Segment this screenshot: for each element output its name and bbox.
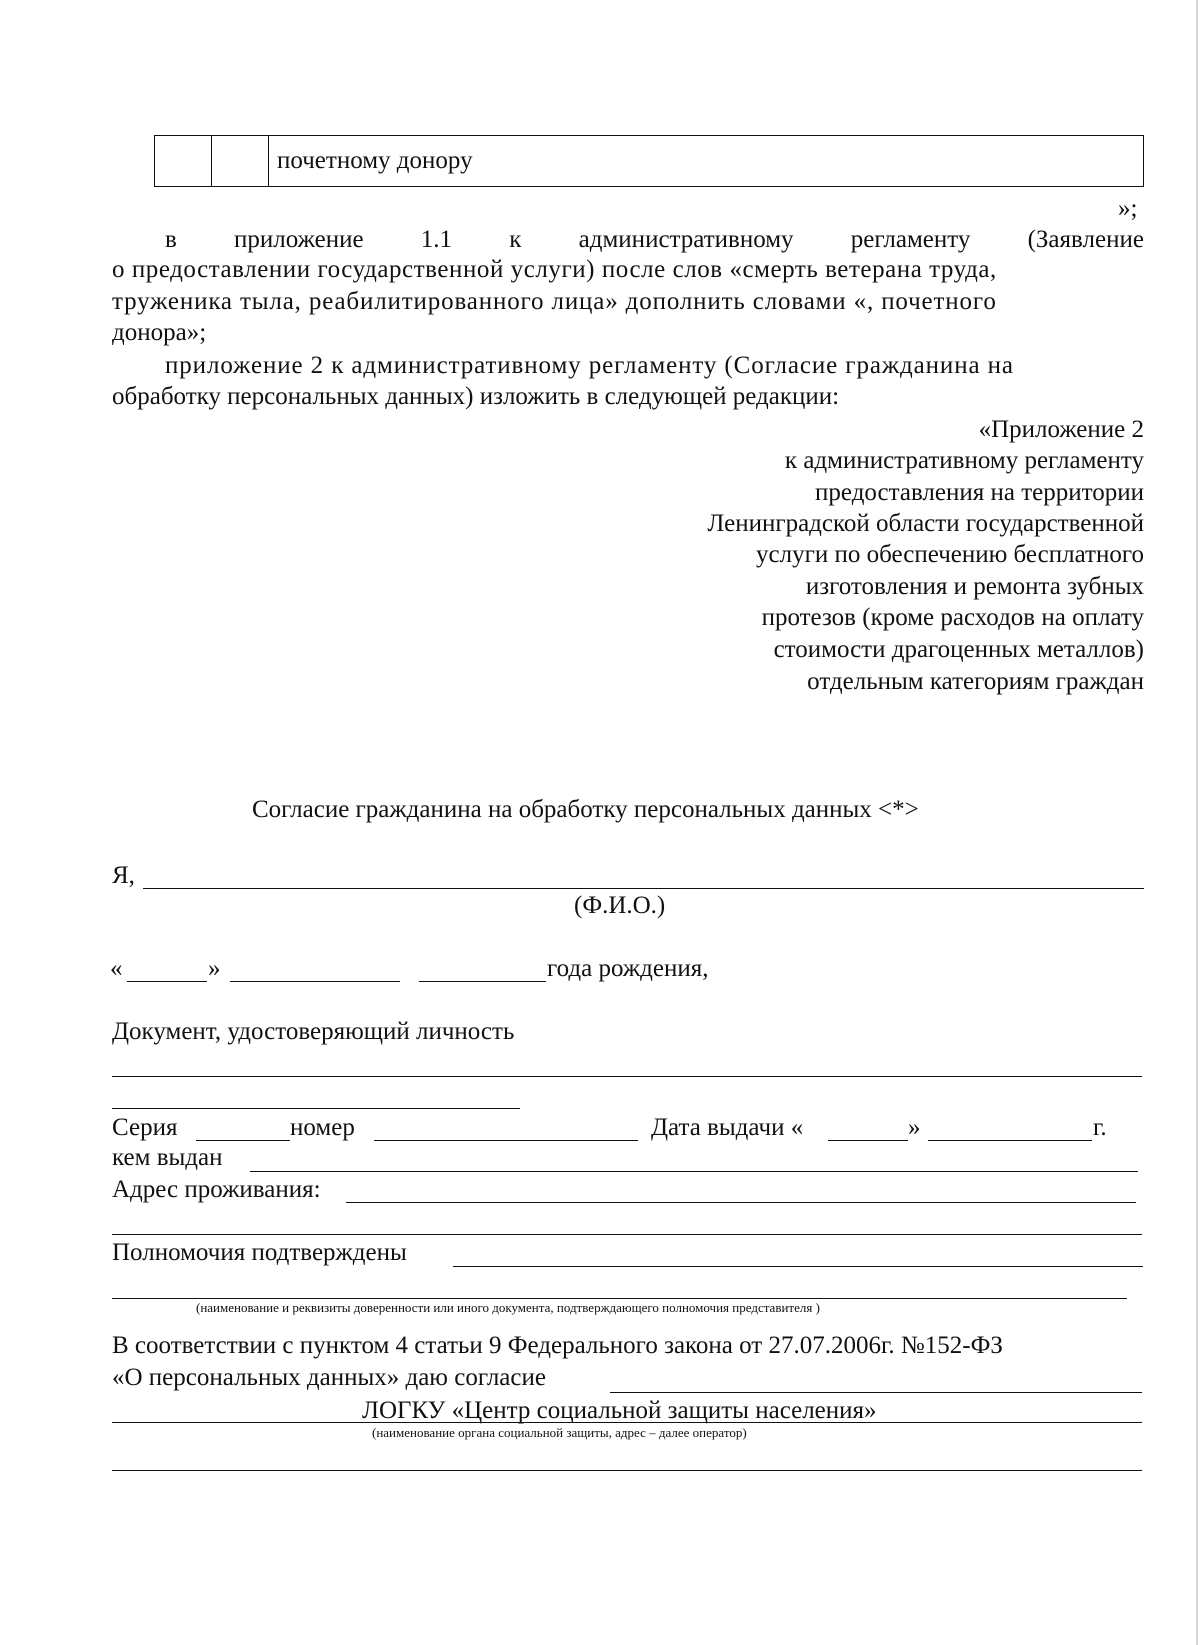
operator-line xyxy=(112,1422,1142,1423)
scan-edge xyxy=(1196,0,1198,1645)
appendix-header-line: стоимости драгоценных металлов) xyxy=(773,636,1144,663)
appendix-header-line: отдельным категориям граждан xyxy=(807,668,1144,695)
para1-word: приложение xyxy=(234,226,364,253)
number-label: номер xyxy=(290,1114,355,1141)
address-line-1 xyxy=(346,1202,1136,1203)
donor-table-row xyxy=(154,135,1144,187)
fio-caption: (Ф.И.О.) xyxy=(574,892,666,919)
appendix-header-line: к административному регламенту xyxy=(784,447,1144,474)
para1-line2: о предоставлении государственной услуги) после слов «смерть ветерана труда, xyxy=(112,256,997,283)
appendix-header-line: Ленинградской области государственной xyxy=(707,510,1144,537)
para1-word: (Заявление xyxy=(1027,226,1144,253)
para1-word: к xyxy=(509,226,522,253)
birth-day-line xyxy=(127,981,207,982)
birth-month-line xyxy=(230,981,400,982)
powers-label: Полномочия подтверждены xyxy=(112,1239,407,1266)
para1-line3: труженика тыла, реабилитированного лица» дополнить словами «, почетного xyxy=(112,288,997,315)
id-doc-line-2 xyxy=(112,1108,520,1109)
appendix-header-line: «Приложение 2 xyxy=(978,416,1144,443)
birth-close-quote: » xyxy=(208,955,221,982)
powers-line-1 xyxy=(453,1266,1143,1267)
birth-open-quote: « xyxy=(110,955,123,982)
number-line xyxy=(374,1140,638,1141)
closing-quote: »; xyxy=(1118,195,1138,222)
consent-line-1: В соответствии с пунктом 4 статьи 9 Федерального закона от 27.07.2006г. №152-ФЗ xyxy=(112,1332,1003,1359)
appendix-header-line: изготовления и ремонта зубных xyxy=(805,573,1144,600)
issued-by-line xyxy=(250,1171,1138,1172)
table-cell-empty-2 xyxy=(212,136,269,186)
table-cell-empty-1 xyxy=(155,136,212,186)
id-doc-line-1 xyxy=(112,1076,1142,1077)
issue-day-line xyxy=(828,1140,908,1141)
address-label: Адрес проживания: xyxy=(112,1176,321,1203)
issue-date-label: Дата выдачи « xyxy=(651,1114,804,1141)
para1-word: административному xyxy=(578,226,794,253)
powers-line-2 xyxy=(112,1298,1127,1299)
para1-line4: донора»; xyxy=(112,319,207,346)
table-cell-text: почетному донору xyxy=(277,147,473,174)
birth-label: года рождения, xyxy=(547,955,709,982)
series-label: Серия xyxy=(112,1114,178,1141)
para1-word: регламенту xyxy=(850,226,971,253)
para1-line1 xyxy=(165,224,1144,256)
id-doc-label: Документ, удостоверяющий личность xyxy=(112,1018,515,1045)
consent-line-field xyxy=(610,1392,1142,1393)
powers-caption: (наименование и реквизиты доверенности или иного документа, подтверждающего полномочия представителя ) xyxy=(196,1300,820,1315)
para2-line2: обработку персональных данных) изложить в следующей редакции: xyxy=(112,383,840,410)
para1-word: 1.1 xyxy=(420,226,453,253)
appendix-header-line: протезов (кроме расходов на оплату xyxy=(761,604,1144,631)
para1-word: в xyxy=(165,226,177,253)
para2-line1: приложение 2 к административному регламенту (Согласие гражданина на xyxy=(165,352,1014,379)
appendix-header-line: предоставления на территории xyxy=(815,479,1144,506)
series-line xyxy=(196,1140,290,1141)
issued-by-label: кем выдан xyxy=(112,1144,223,1171)
form-title: Согласие гражданина на обработку персональных данных <*> xyxy=(252,796,919,823)
address-line-2 xyxy=(112,1234,1142,1235)
consent-line-2: «О персональных данных» даю согласие xyxy=(112,1364,546,1391)
year-suffix: г. xyxy=(1093,1114,1107,1141)
appendix-header-line: услуги по обеспечению бесплатного xyxy=(756,541,1144,568)
birth-year-line xyxy=(419,981,546,982)
i-label: Я, xyxy=(112,862,135,889)
operator-line-2 xyxy=(112,1470,1142,1471)
operator-caption: (наименование органа социальной защиты, адрес – далее оператор) xyxy=(372,1425,747,1440)
operator-name: ЛОГКУ «Центр социальной защиты населения» xyxy=(362,1397,877,1424)
issue-date-close: » xyxy=(908,1114,921,1141)
issue-year-line xyxy=(928,1140,1092,1141)
fio-field-line xyxy=(143,888,1144,889)
